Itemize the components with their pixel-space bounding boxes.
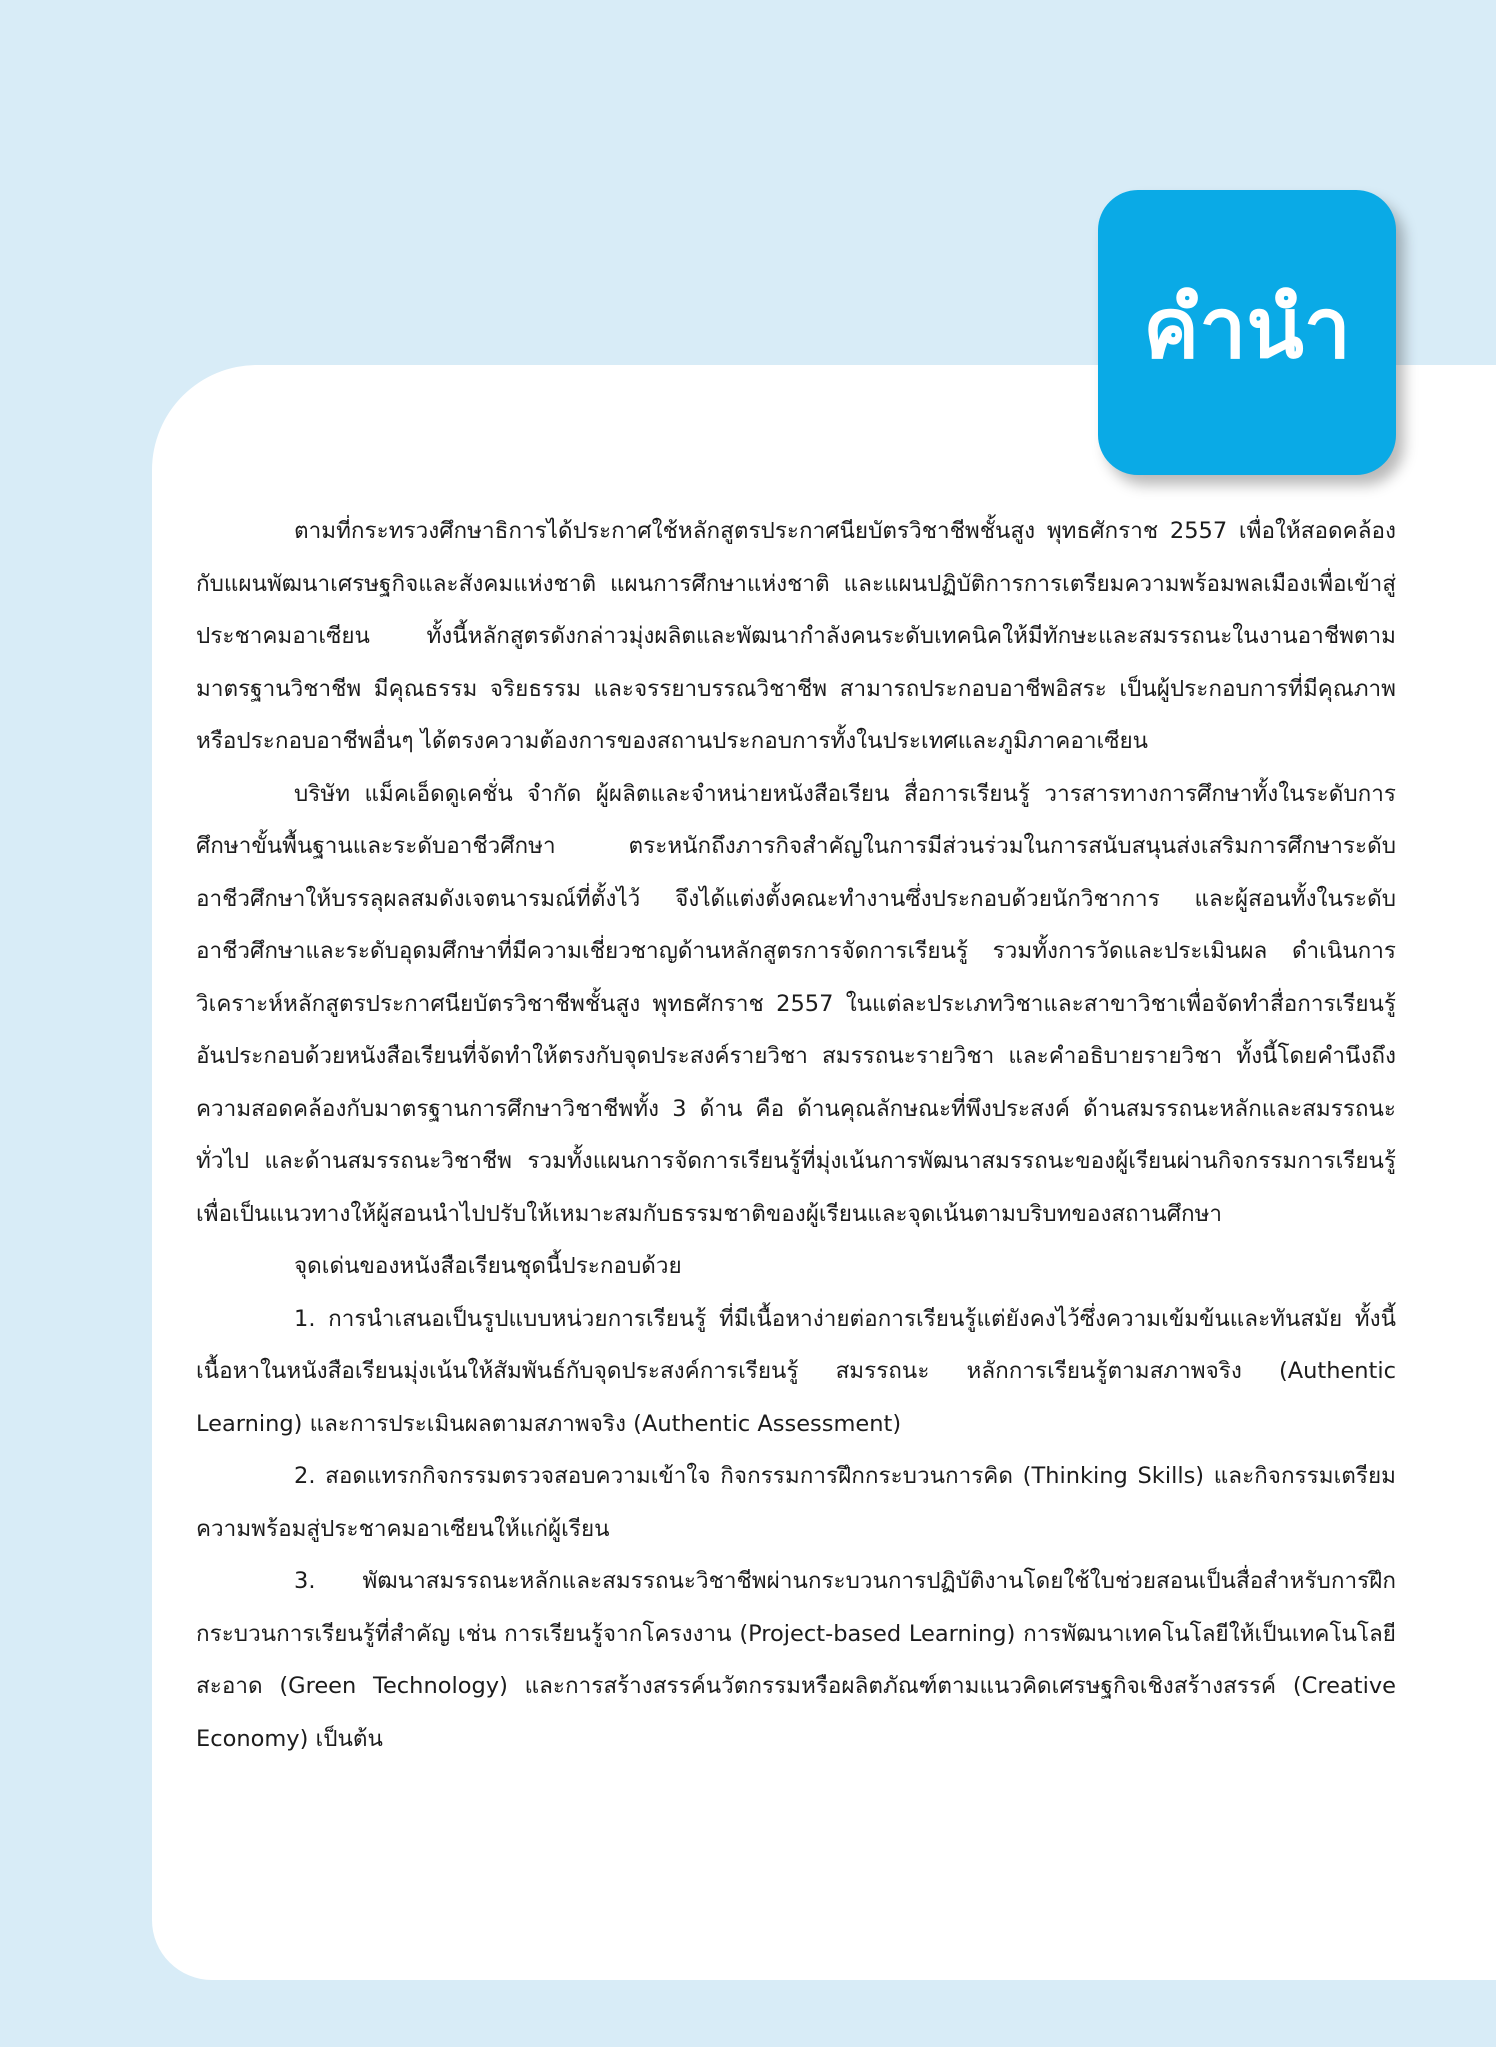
paragraph-company: บริษัท แม็คเอ็ดดูเคชั่น จำกัด ผู้ผลิตและจำหน่ายหนังสือเรียน สื่อการเรียนรู้ วารสารทางการศึกษาทั้งในระดับการศึกษาขั้นพื้นฐานและระดับอาชีวศึกษา ตระหนักถึงภารกิจสำคัญในการมีส่วนร่วมในการสนับสนุนส่งเสริมการศึกษาระดับอาชีวศึกษาให้บรรลุผลสมดังเจตนารมณ์ที่ตั้งไว้ จึงได้แต่งตั้งคณะทำงานซึ่งประกอบด้วยนักวิชาการ และผู้สอนทั้งในระดับอาชีวศึกษาและระดับอุดมศึกษาที่มีความเชี่ยวชาญด้านหลักสูตรการจัดการเรียนรู้ รวมทั้งการวัดและประเมินผล ดำเนินการวิเคราะห์หลักสูตรประกาศนียบัตรวิชาชีพชั้นสูง พุทธศักราช 2557 ในแต่ละประเภทวิชาและสาขาวิชาเพื่อจัดทำสื่อการเรียนรู้ อันประกอบด้วยหนังสือเรียนที่จัดทำให้ตรงกับจุดประสงค์รายวิชา สมรรถนะรายวิชา และคำอธิบายรายวิชา ทั้งนี้โดยคำนึงถึงความสอดคล้องกับมาตรฐานการศึกษาวิชาชีพทั้ง 3 ด้าน คือ ด้านคุณลักษณะที่พึงประสงค์ ด้านสมรรถนะหลักและสมรรถนะทั่วไป และด้านสมรรถนะวิชาชีพ รวมทั้งแผนการจัดการเรียนรู้ที่มุ่งเน้นการพัฒนาสมรรถนะของผู้เรียนผ่านกิจกรรมการเรียนรู้เพื่อเป็นแนวทางให้ผู้สอนนำไปปรับให้เหมาะสมกับธรรมชาติของผู้เรียนและจุดเน้นตามบริบทของสถานศึกษา: [196, 780, 1396, 1227]
title-badge: [1098, 190, 1396, 475]
paragraph-highlight-2: 2. สอดแทรกกิจกรรมตรวจสอบความเข้าใจ กิจกรรมการฝึกกระบวนการคิด (Thinking Skills) และกิจกรรมเตรียมความพร้อมสู่ประชาคมอาเซียนให้แก่ผู้เรียน: [196, 1463, 1396, 1542]
page-title: คำนำ: [1143, 278, 1351, 377]
paragraph-intro: ตามที่กระทรวงศึกษาธิการได้ประกาศใช้หลักสูตรประกาศนียบัตรวิชาชีพชั้นสูง พุทธศักราช 2557 เพื่อให้สอดคล้องกับแผนพัฒนาเศรษฐกิจและสังคมแห่งชาติ แผนการศึกษาแห่งชาติ และแผนปฏิบัติการการเตรียมความพร้อมพลเมืองเพื่อเข้าสู่ประชาคมอาเซียน ทั้งนี้หลักสูตรดังกล่าวมุ่งผลิตและพัฒนากำลังคนระดับเทคนิคให้มีทักษะและสมรรถนะในงานอาชีพตามมาตรฐานวิชาชีพ มีคุณธรรม จริยธรรม และจรรยาบรรณวิชาชีพ สามารถประกอบอาชีพอิสระ เป็นผู้ประกอบการที่มีคุณภาพ หรือประกอบอาชีพอื่นๆ ได้ตรงความต้องการของสถานประกอบการทั้งในประเทศและภูมิภาคอาเซียน: [196, 518, 1396, 754]
paragraph-highlight-3: 3. พัฒนาสมรรถนะหลักและสมรรถนะวิชาชีพผ่านกระบวนการปฏิบัติงานโดยใช้ใบช่วยสอนเป็นสื่อสำหรับการฝึกกระบวนการเรียนรู้ที่สำคัญ เช่น การเรียนรู้จากโครงงาน (Project-based Learning) การพัฒนาเทคโนโลยีให้เป็นเทคโนโลยีสะอาด (Green Technology) และการสร้างสรรค์นวัตกรรมหรือผลิตภัณฑ์ตามแนวคิดเศรษฐกิจเชิงสร้างสรรค์ (Creative Economy) เป็นต้น: [196, 1568, 1396, 1752]
paragraph-highlights-heading: จุดเด่นของหนังสือเรียนชุดนี้ประกอบด้วย: [294, 1253, 682, 1279]
preface-body: [196, 505, 1396, 1765]
paragraph-highlight-1: 1. การนำเสนอเป็นรูปแบบหน่วยการเรียนรู้ ที่มีเนื้อหาง่ายต่อการเรียนรู้แต่ยังคงไว้ซึ่งความเข้มข้นและทันสมัย ทั้งนี้เนื้อหาในหนังสือเรียนมุ่งเน้นให้สัมพันธ์กับจุดประสงค์การเรียนรู้ สมรรถนะ หลักการเรียนรู้ตามสภาพจริง (Authentic Learning) และการประเมินผลตามสภาพจริง (Authentic Assessment): [196, 1305, 1396, 1437]
